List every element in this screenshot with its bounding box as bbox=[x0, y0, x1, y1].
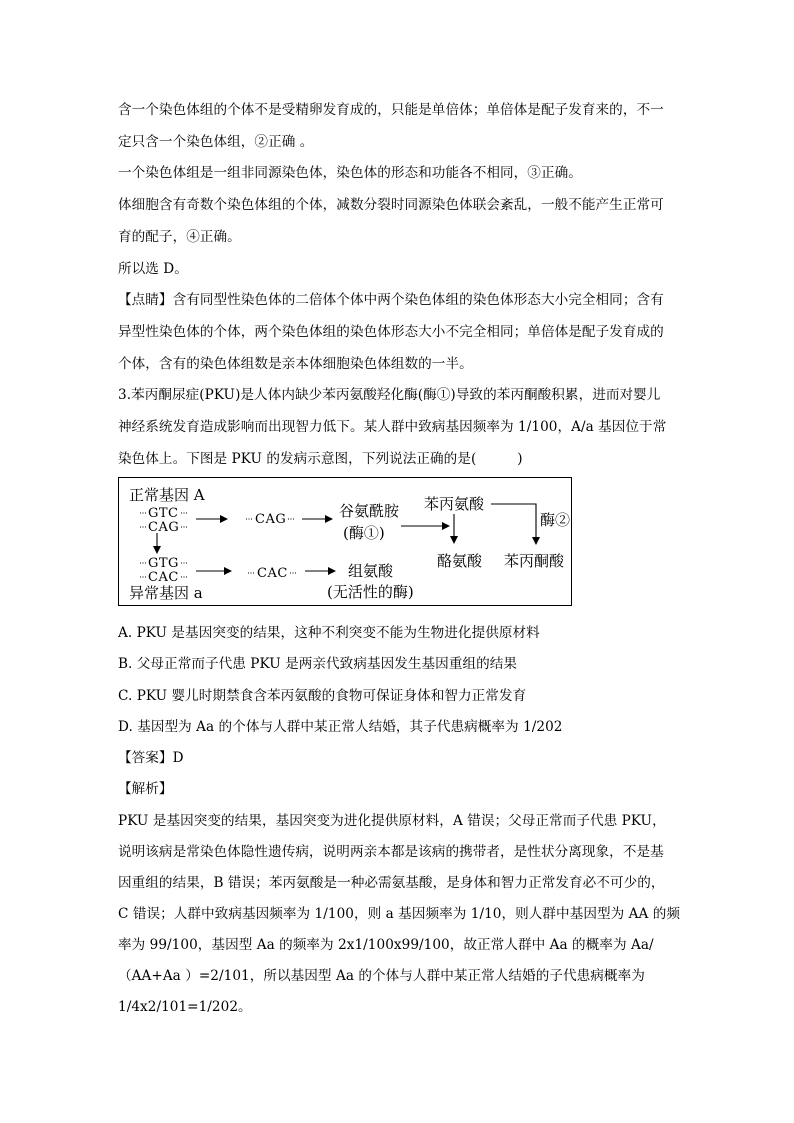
analysis-line: PKU 是基因突变的结果，基因突变为进化提供原材料，A 错误；父母正常而子代患 PKU， bbox=[118, 813, 666, 829]
text-line: 育的配子，④正确。 bbox=[118, 229, 241, 245]
histidine-label: 组氨酸 bbox=[348, 562, 394, 580]
question-line: 神经系统发育造成影响而出现智力低下。某人群中致病基因频率为 1/100，A/a 基因位于常 bbox=[118, 419, 667, 435]
phenylalanine-label: 苯丙氨酸 bbox=[424, 495, 485, 513]
note-heading-line: 【点睛】含有同型性染色体的二倍体个体中两个染色体组的染色体形态大小完全相同；含有 bbox=[118, 292, 664, 308]
enzyme2-label: 酶② bbox=[540, 511, 571, 529]
text-line: 个体，含有的染色体组数是亲本体细胞染色体组数的一半。 bbox=[118, 356, 473, 372]
text-line: 异型性染色体的个体，两个染色体组的染色体形态大小不完全相同；单倍体是配子发育成的 bbox=[118, 324, 664, 340]
analysis-line: C 错误；人群中致病基因频率为 1/100，则 a 基因频率为 1/10，则人群中基因型为 AA 的频 bbox=[118, 906, 681, 922]
cac-mrna-label: CAC bbox=[257, 566, 288, 581]
gtc-label: GTC bbox=[148, 506, 179, 521]
phenylpyruvate-label: 苯丙酮酸 bbox=[504, 552, 565, 570]
analysis-line: 说明该病是常染色体隐性遗传病，说明两亲本都是该病的携带者，是性状分离现象，不是基 bbox=[118, 844, 664, 860]
inactive-enzyme-label: (无活性的酶) bbox=[327, 583, 414, 601]
cag-mrna-label: CAG bbox=[255, 512, 287, 527]
phe-to-phenylpyruvate-arrow bbox=[491, 504, 536, 544]
glutamine-label: 谷氨酰胺 bbox=[339, 502, 400, 520]
text-line: 体细胞含有奇数个染色体组的个体，减数分裂时同源染色体联会紊乱，一般不能产生正常可 bbox=[118, 197, 664, 213]
text-line: 含一个染色体组的个体不是受精卵发育成的，只能是单倍体；单倍体是配子发育来的，不一 bbox=[118, 102, 664, 118]
answer-line: 【答案】D bbox=[118, 750, 184, 766]
tyrosine-label: 酪氨酸 bbox=[437, 552, 483, 570]
enzyme1-label: (酶①) bbox=[343, 524, 385, 542]
abnormal-gene-label: 异常基因 a bbox=[129, 584, 203, 602]
cag-strand-label: CAG bbox=[148, 520, 180, 535]
analysis-line: 率为 99/100，基因型 Aa 的频率为 2x1/100x99/100，故正常人群中 Aa 的概率为 Aa/ bbox=[118, 937, 654, 953]
option-a: A. PKU 是基因突变的结果，这种不利突变不能为生物进化提供原材料 bbox=[118, 625, 540, 641]
analysis-line: （AA+Aa ）=2/101，所以基因型 Aa 的个体与人群中某正常人结婚的子代患病概率为 bbox=[118, 968, 645, 984]
option-b: B. 父母正常而子代患 PKU 是两亲代致病基因发生基因重组的结果 bbox=[118, 656, 518, 672]
option-d: D. 基因型为 Aa 的个体与人群中某正常人结婚，其子代患病概率为 1/202 bbox=[118, 719, 563, 735]
question-line: 3.苯丙酮尿症(PKU)是人体内缺少苯丙氨酸羟化酶(酶①)导致的苯丙酮酸积累，进而对婴儿 bbox=[118, 387, 661, 403]
option-c: C. PKU 婴儿时期禁食含苯丙氨酸的食物可保证身体和智力正常发育 bbox=[118, 688, 527, 704]
pku-pathway-diagram bbox=[118, 477, 572, 606]
normal-gene-label: 正常基因 A bbox=[129, 486, 205, 504]
analysis-line: 1/4x2/101=1/202。 bbox=[118, 999, 252, 1015]
text-line: 一个染色体组是一组非同源染色体，染色体的形态和功能各不相同，③正确。 bbox=[118, 165, 582, 181]
question-line: 染色体上。下图是 PKU 的发病示意图，下列说法正确的是( ) bbox=[118, 451, 523, 467]
text-line: 所以选 D。 bbox=[118, 261, 188, 277]
cac-strand-label: CAC bbox=[148, 570, 179, 585]
gtg-label: GTG bbox=[148, 556, 179, 571]
analysis-line: 因重组的结果，B 错误；苯丙氨酸是一种必需氨基酸，是身体和智力正常发育必不可少的， bbox=[118, 875, 665, 891]
text-line: 定只含一个染色体组，②正确 。 bbox=[118, 134, 314, 150]
analysis-heading: 【解析】 bbox=[118, 781, 173, 797]
